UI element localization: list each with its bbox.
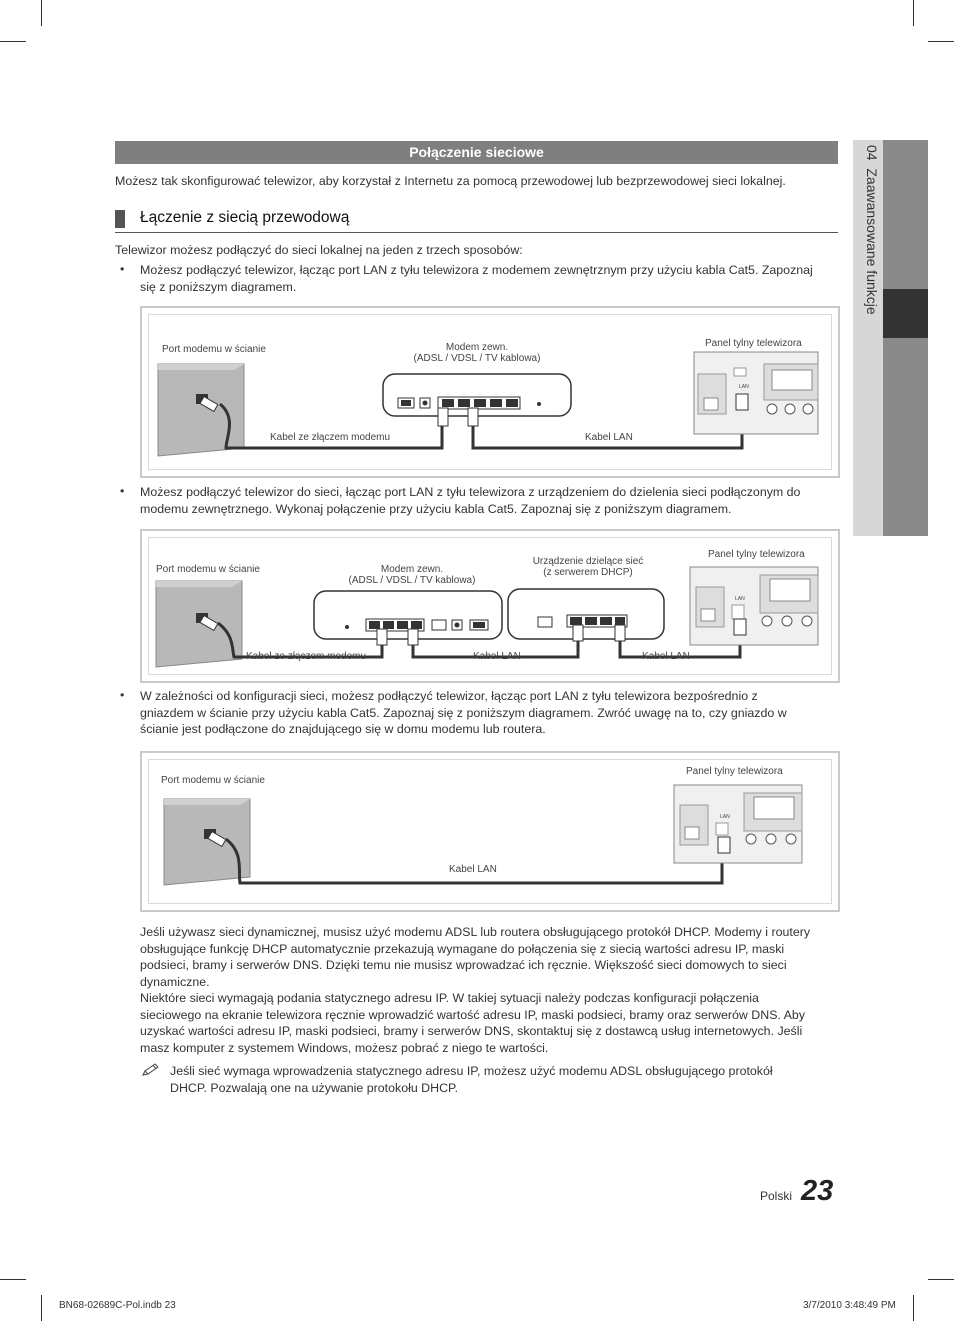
lan-port-label: LAN	[739, 384, 749, 390]
cable-modem-label: Kabel ze złączem modemu	[246, 651, 367, 662]
sharer-label: Urządzenie dzielące sieć (z serwerem DHCP)	[532, 556, 644, 578]
side-tab-dark	[883, 140, 928, 536]
section-title: Połączenie sieciowe	[115, 141, 838, 164]
wall-port-label: Port modemu w ścianie	[162, 344, 266, 355]
modem-label: Modem zewn. (ADSL / VDSL / TV kablowa)	[348, 564, 476, 586]
bullet-dot: •	[120, 688, 125, 702]
bullet-dot: •	[120, 262, 125, 276]
page-language: Polski	[760, 1189, 793, 1203]
diagram-modem	[140, 306, 840, 478]
crop-mark	[913, 0, 914, 26]
info-paragraph: Jeśli używasz sieci dynamicznej, musisz użyć modemu ADSL lub routera obsługującego protokół DHCP. Modemy i routery obsługujące funkcję DHCP automatycznie przekazują wymagane do połączenia się z siecią wartości adresu IP, maski podsieci, bramy i serwerów DNS. Dzięki temu nie musisz wprowadzać ich ręcznie. Większość sieci domowych to sieci dynamiczne. Niektóre sieci wymagają podania statycznego adresu IP. W takiej sytuacji należy podczas konfiguracji połączenia sieciowego na ekranie telewizora ręcznie wprowadzić wartość adresu IP, maski podsieci, bramy oraz serwerów DNS. Aby uzyskać wartości adresu IP, maski podsieci, bramy i serwerów DNS, skontaktuj się z dostawcą usług internetowych. Jeśli masz komputer z systemem Windows, możesz pobrać z niego te wartości.	[140, 925, 811, 1055]
crop-mark	[0, 41, 26, 42]
bullet-dot: •	[120, 484, 125, 498]
lead-text: Telewizor możesz podłączyć do sieci lokalnej na jeden z trzech sposobów:	[115, 243, 523, 257]
footer-date: 3/7/2010 3:48:49 PM	[803, 1300, 896, 1311]
bullet-1: Możesz podłączyć telewizor, łącząc port LAN z tyłu telewizora z modemem zewnętrznym przy użyciu kabla Cat5. Zapoznaj się z poniższym diagramem.	[140, 263, 813, 294]
tv-panel-label: Panel tylny telewizora	[708, 549, 805, 560]
side-tab-active	[883, 289, 928, 338]
modem-label: Modem zewn. (ADSL / VDSL / TV kablowa)	[413, 342, 541, 364]
crop-mark	[41, 1295, 42, 1321]
note-pencil-icon	[141, 1062, 161, 1078]
tv-panel-label: Panel tylny telewizora	[705, 338, 802, 349]
wall-port-label: Port modemu w ścianie	[161, 775, 265, 786]
crop-mark	[41, 0, 42, 26]
cable-modem-label: Kabel ze złączem modemu	[270, 432, 391, 443]
footer-file: BN68-02689C-Pol.indb 23	[59, 1300, 176, 1311]
subsection-title: Łączenie z siecią przewodową	[140, 209, 350, 226]
crop-mark	[0, 1279, 26, 1280]
note-text: Jeśli sieć wymaga wprowadzenia statycznego adresu IP, możesz użyć modemu ADSL obsługującego protokół DHCP. Pozwalają one na używanie protokołu DHCP.	[170, 1064, 773, 1095]
lan-port-label: LAN	[720, 814, 730, 820]
diagram-modem-graphic	[142, 308, 838, 476]
crop-mark	[913, 1295, 914, 1321]
bullet-3: W zależności od konfiguracji sieci, możesz podłączyć telewizor, łącząc port LAN z tyłu telewizora bezpośrednio z gniazdem w ścianie przy użyciu kabla Cat5. Zapoznaj się z poniższym diagramem. Zwróć uwagę na to, czy gniazdo w ścianie jest podłączone do znajdującego się w domu modemu lub routera.	[140, 689, 787, 736]
subsection-header	[115, 208, 838, 233]
page-number: 23	[801, 1175, 834, 1207]
cable-lan-label: Kabel LAN	[642, 651, 690, 662]
crop-mark	[928, 1279, 954, 1280]
intro-text: Możesz tak skonfigurować telewizor, aby korzystał z Internetu za pomocą przewodowej lub bezprzewodowej sieci lokalnej.	[115, 174, 786, 188]
diagram-sharer	[140, 529, 840, 683]
lan-port-label: LAN	[735, 596, 745, 602]
side-tab-title: 04 Zaawansowane funkcje	[864, 145, 880, 315]
bullet-2: Możesz podłączyć telewizor do sieci, łącząc port LAN z tyłu telewizora z urządzeniem do dzielenia sieci podłączonym do modemu zewnętrznego. Wykonaj połączenie przy użyciu kabla Cat5. Zapoznaj się z poniższym diagramem.	[140, 485, 801, 516]
crop-mark	[928, 41, 954, 42]
tv-panel-label: Panel tylny telewizora	[686, 766, 783, 777]
cable-lan-label: Kabel LAN	[585, 432, 633, 443]
diagram-wall	[140, 751, 840, 912]
wall-port-label: Port modemu w ścianie	[156, 564, 260, 575]
subsection-marker	[115, 210, 125, 228]
cable-lan-label: Kabel LAN	[449, 864, 497, 875]
cable-lan-label: Kabel LAN	[473, 651, 521, 662]
